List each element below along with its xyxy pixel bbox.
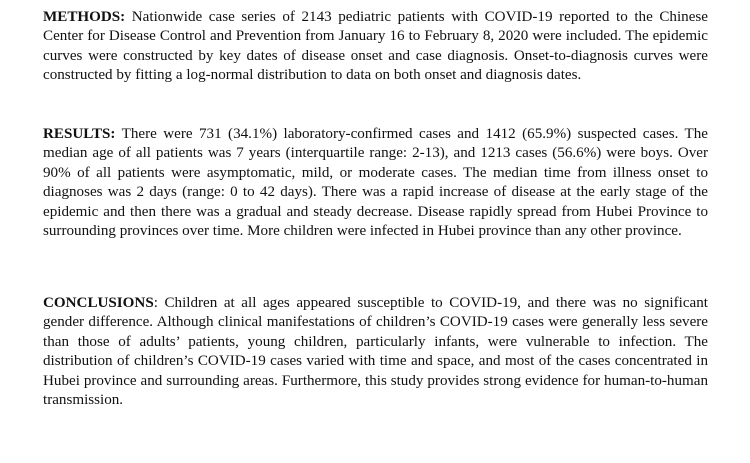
- methods-text: Nationwide case series of 2143 pediatric patients with COVID-19 reported to the Chinese Center for Disease Control and Prevention from January 16 to February 8, 2020 were included. The epidemic curves were constructed by key dates of disease onset and case diagnosis. Onset-to-diagnosis curves were constructed by fitting a log-normal distribution to data on both onset and diagnosis dates.: [43, 9, 708, 84]
- conclusions-text: : Children at all ages appeared susceptible to COVID-19, and there was no significant gender difference. Although clinical manifestations of children’s COVID-19 cases were generally less severe than those of adults’ patients, young children, particularly infants, were vulnerable to infection. The distribution of children’s COVID-19 cases varied with time and space, and most of the cases concentrated in Hubei province and surrounding areas. Furthermore, this study provides strong evidence for human-to-human transmission.: [43, 295, 708, 409]
- methods-paragraph: [43, 8, 708, 86]
- results-paragraph: [43, 125, 708, 241]
- methods-label: METHODS:: [43, 9, 126, 25]
- conclusions-paragraph: [43, 294, 708, 410]
- results-label: RESULTS:: [43, 126, 116, 142]
- conclusions-label: CONCLUSIONS: [43, 295, 154, 311]
- results-text: There were 731 (34.1%) laboratory-confirmed cases and 1412 (65.9%) suspected cases. The median age of all patients was 7 years (interquartile range: 2-13), and 1213 cases (56.6%) were boys. Over 90% of all patients were asymptomatic, mild, or moderate cases. The median time from illness onset to diagnoses was 2 days (range: 0 to 42 days). There was a rapid increase of disease at the early stage of the epidemic and then there was a gradual and steady decrease. Disease rapidly spread from Hubei Province to surrounding provinces over time. More children were infected in Hubei province than any other province.: [43, 126, 708, 240]
